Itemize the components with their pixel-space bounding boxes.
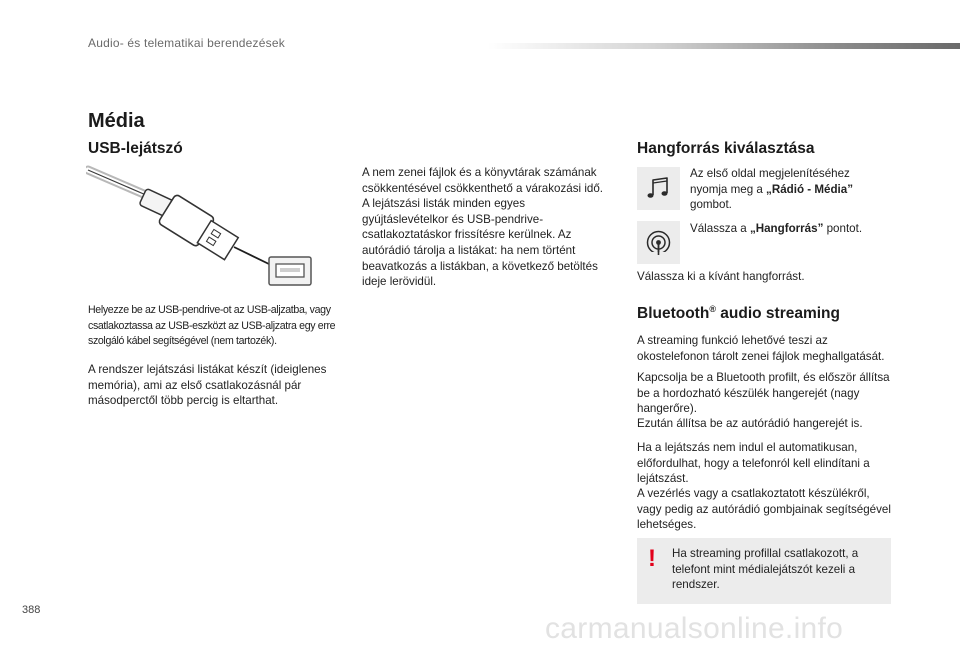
bluetooth-paragraph-4: Ha a lejátszás nem indul el automatikusan, előfordulhat, hogy a telefonról kell elindítani a lejátszást.	[637, 441, 870, 486]
source-broadcast-icon	[637, 221, 680, 264]
bluetooth-paragraph-2: Kapcsolja be a Bluetooth profilt, és először állítsa be a hordozható készülék hangerejét (nagy hangerőre).	[637, 371, 890, 416]
source-step-1	[690, 166, 880, 213]
source-step-2-post: pontot.	[823, 222, 863, 235]
usb-plug-illustration	[86, 160, 316, 290]
source-step-3: Válassza ki a kívánt hangforrást.	[637, 270, 805, 283]
warning-box	[637, 538, 891, 604]
bluetooth-paragraph-5: A vezérlés vagy a csatlakoztatott készülékről, vagy pedig az autórádió gombjainak segítségével lehetséges.	[637, 487, 891, 532]
source-step-2-pre: Válassza a	[690, 222, 750, 235]
source-heading: Hangforrás kiválasztása	[637, 140, 815, 157]
bluetooth-heading	[637, 304, 840, 323]
music-note-icon	[637, 167, 680, 210]
page-number: 388	[22, 604, 41, 616]
bluetooth-paragraph-1: A streaming funkció lehetővé teszi az okostelefonon tárolt zenei fájlok meghallgatását.	[637, 334, 885, 363]
source-step-1-post: gombot.	[690, 198, 732, 212]
usb-caption: Helyezze be az USB-pendrive-ot az USB-aljzatba, vagy csatlakoztassa az USB-eszközt az USB-aljzatra egy erre szolgáló kábel segítségével (nem tartozék).	[88, 304, 336, 347]
source-step-2	[690, 221, 890, 237]
usb-paragraph-1: A rendszer lejátszási listákat készít (ideiglenes memória), ami az első csatlakozásnál pár másodperctől több percig is eltarthat.	[88, 363, 327, 408]
bluetooth-heading-rest: audio streaming	[715, 305, 840, 323]
source-step-1-pre: Az első oldal megjelenítéséhez nyomja meg a	[690, 167, 850, 196]
bluetooth-paragraph-3: Ezután állítsa be az autórádió hangerejét is.	[637, 417, 863, 430]
header-bar	[488, 43, 960, 49]
usb-paragraph-2: A nem zenei fájlok és a könyvtárak számának csökkentésével csökkenthető a várakozási idő. A lejátszási listák minden egyes gyújtáslevételkor és USB-pendrive-csatlakoztatáskor frissítésre kerülnek. Az autórádió tárolja a listákat: ha nem történt beavatkozás a listákban, a következő betöltés ideje lerövidül.	[362, 166, 604, 289]
usb-heading: USB-lejátszó	[88, 140, 183, 157]
page-title: Média	[88, 110, 145, 132]
registered-mark: ®	[709, 304, 716, 314]
bluetooth-heading-main: Bluetooth	[637, 305, 710, 323]
sound-source-label: „Hangforrás”	[749, 222, 824, 235]
warning-text: Ha streaming profillal csatlakozott, a telefont mint médialejátszót kezeli a rendszer.	[672, 547, 859, 592]
footer-watermark: carmanualsonline.info	[545, 612, 844, 645]
exclamation-icon: !	[648, 545, 656, 572]
header-title: Audio- és telematikai berendezések	[88, 36, 285, 50]
radio-media-label: „Rádió - Média”	[766, 182, 854, 196]
